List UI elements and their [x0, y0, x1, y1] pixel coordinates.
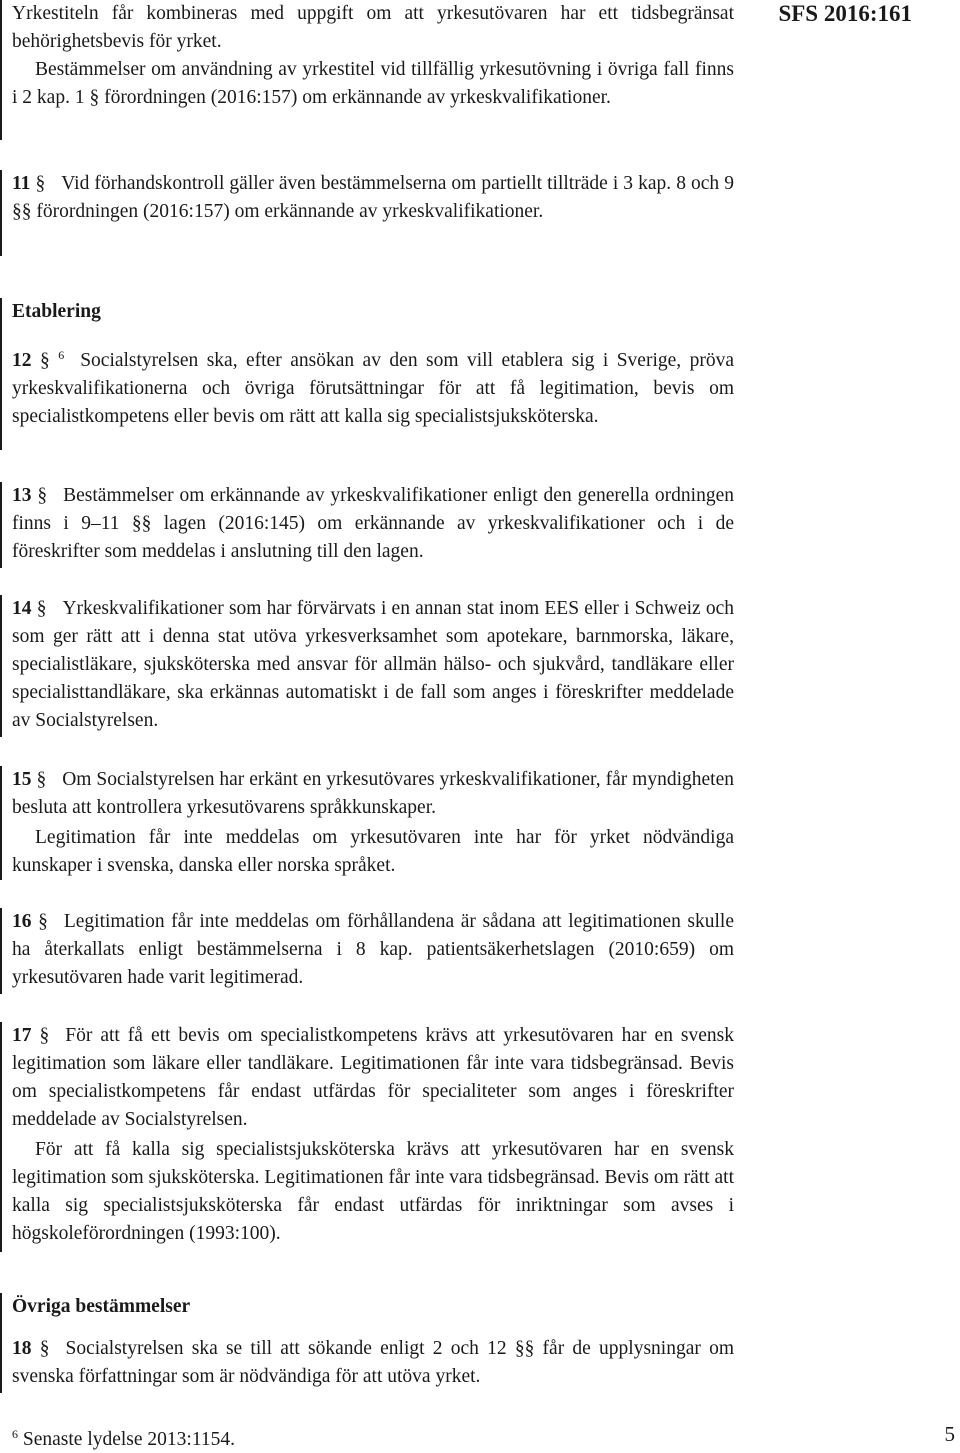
section-text: Yrkeskvalifikationer som har förvärvats i en annan stat inom EES eller i Schweiz och som ger rätt att i denna stat utöva yrkesverksamhet som apotekare, barnmorska, läkare, specialistläkare, sjuksköterska med ansvar för allmän hälso- och sjukvård, tandläkare eller specialisttandläkare, ska erkännas automatiskt i de fall som anges i föreskrifter meddelade av Socialstyrelsen.: [12, 598, 735, 731]
footnote-reference: 6: [58, 348, 65, 362]
change-bar: [0, 595, 2, 737]
section-text: Socialstyrelsen ska, efter ansökan av den som vill etablera sig i Sverige, pröva yrkeskvalifikationerna och övriga förutsättningar för att få legitimation, bevis om specialistkompetens eller bevis om rätt att kalla sig specialistsjuksköterska.: [12, 350, 735, 427]
sfs-number: SFS 2016:161: [778, 1, 912, 26]
section-text: Om Socialstyrelsen har erkänt en yrkesutövares yrkeskvalifikationer, får myndigheten besluta att kontrollera yrkesutövarens språkkunskaper.: [12, 769, 734, 818]
change-bar: [0, 1293, 2, 1393]
section-18: [12, 1335, 734, 1391]
section-number: 15: [12, 769, 32, 790]
section-15-second-paragraph: Legitimation får inte meddelas om yrkesutövaren inte har för yrket nödvändiga kunskaper i svenska, danska eller norska språket.: [12, 827, 734, 876]
section-number: 12: [12, 350, 32, 371]
change-bar: [0, 482, 2, 568]
section-17-second-paragraph: För att få kalla sig specialistsjuksköterska krävs att yrkesutövaren har en svensk legitimation som sjuksköterska. Legitimationen får inte vara tidsbegränsad. Bevis om rätt att kalla sig specialistsjuksköterska får endast utfärdas för inriktningar som avses i högskoleförordningen (1993:100).: [12, 1139, 734, 1244]
section-number: 18: [12, 1338, 32, 1359]
section-12: [12, 341, 734, 431]
heading-ovriga-bestammelser: Övriga bestämmelser: [12, 1296, 191, 1317]
section-text: Vid förhandskontroll gäller även bestämmelserna om partiellt tillträde i 3 kap. 8 och 9 §§ förordningen (2016:157) om erkännande av yrkeskvalifikationer.: [12, 173, 734, 222]
section-text: För att få ett bevis om specialistkompetens krävs att yrkesutövaren har en svensk legitimation som läkare eller tandläkare. Legitimationen får inte vara tidsbegränsad. Bevis om specialistkompetens får endast utfärdas för specialiteter som anges i föreskrifter meddelade av Socialstyrelsen.: [12, 1025, 735, 1130]
section-sign: §: [36, 769, 47, 790]
section-sign: §: [39, 1025, 50, 1046]
section-number: 13: [12, 485, 32, 506]
heading-etablering: Etablering: [12, 301, 101, 322]
change-bar: [0, 908, 2, 994]
section-number: 17: [12, 1025, 32, 1046]
section-sign: §: [35, 173, 46, 194]
section-number: 16: [12, 911, 32, 932]
change-bar: [0, 298, 2, 450]
section-text: Bestämmelser om erkännande av yrkeskvalifikationer enligt den generella ordningen finns i 9–11 §§ lagen (2016:145) om erkännande av yrkeskvalifikationer och i de föreskrifter som meddelas i anslutning till den lagen.: [12, 485, 734, 562]
footnote-mark: 6: [12, 1427, 18, 1441]
section-14: [12, 595, 734, 735]
section-number: 11: [12, 173, 31, 194]
section-sign: §: [36, 598, 47, 619]
change-bar: [0, 766, 2, 880]
page-number: 5: [944, 1422, 955, 1446]
section-15: [12, 766, 734, 822]
paragraph-temporary-practice: Bestämmelser om användning av yrkestitel vid tillfällig yrkesutövning i övriga fall finns i 2 kap. 1 § förordningen (2016:157) om erkännande av yrkeskvalifikationer.: [12, 59, 734, 108]
section-sign: §: [39, 1338, 50, 1359]
section-text: Socialstyrelsen ska se till att sökande enligt 2 och 12 §§ får de upplysningar om svenska författningar som är nödvändiga för att utöva yrket.: [12, 1338, 734, 1387]
paragraph-title-combination: Yrkestiteln får kombineras med uppgift om att yrkesutövaren har ett tidsbegränsat behörighetsbevis för yrket.: [12, 3, 734, 52]
section-number: 14: [12, 598, 32, 619]
section-text: Legitimation får inte meddelas om förhållandena är sådana att legitimationen skulle ha återkallats enligt bestämmelserna i 8 kap. patientsäkerhetslagen (2010:659) om yrkesutövaren hade varit legitimerad.: [12, 911, 734, 988]
section-11: [12, 170, 734, 226]
change-bar: [0, 0, 2, 140]
section-sign: §: [37, 485, 48, 506]
footnote-text: Senaste lydelse 2013:1154.: [22, 1429, 235, 1450]
section-13: [12, 482, 734, 566]
section-16: [12, 908, 734, 992]
change-bar: [0, 1022, 2, 1252]
section-sign: §: [39, 350, 50, 371]
section-17: [12, 1022, 734, 1134]
section-sign: §: [38, 911, 48, 932]
change-bar: [0, 170, 2, 256]
footnote: [12, 1421, 235, 1453]
